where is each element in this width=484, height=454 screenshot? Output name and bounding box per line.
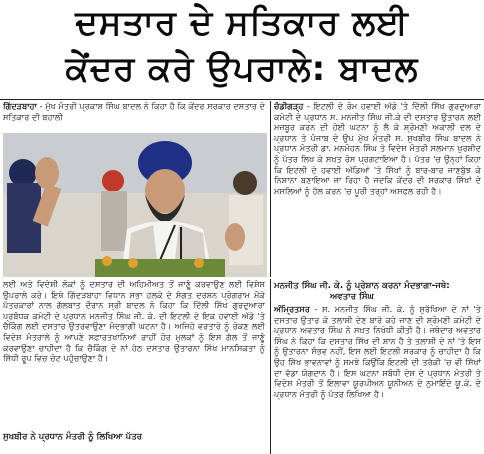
headline-rule	[0, 99, 484, 100]
right-article	[274, 101, 481, 277]
headline-line-1: ਦਸਤਾਰ ਦੇ ਸਤਿਕਾਰ ਲਈ	[75, 3, 409, 43]
left-article-dateline: ਗਿੱਦੜਬਾਹਾ	[3, 101, 37, 111]
bottom-right-body: - ਸ. ਮਨਜੀਤ ਸਿੰਘ ਜੀ. ਕੇ. ਨੂੰ ਸੁਰੱਖਿਆ ਦੇ ਨਾਂ 'ਤੇ ਦਸਤਾਰ ਉਤਾਰ ਕੇ ਤਲਾਸ਼ੀ ਦੇਣ ਬਾਰੇ ਕਹੇ ਜਾਣ ਦੀ ਸ਼੍ਰੋਮਣੀ ਕਮੇਟੀ ਦੇ ਪ੍ਰਧਾਨ ਅਵਤਾਰ ਸਿੰਘ ਨੇ ਸਖ਼ਤ ਨਿਖੇਧੀ ਕੀਤੀ ਹੈ। ਜਥੇਦਾਰ ਅਵਤਾਰ ਸਿੰਘ ਨੇ ਕਿਹਾ ਕਿ ਦਸਤਾਰ ਸਿੱਖ ਦੀ ਸ਼ਾਨ ਹੈ ਤੇ ਤਲਾਸ਼ੀ ਦੇ ਨਾਂ 'ਤੇ ਇਸ ਨੂੰ ਉਤਾਰਨਾ ਸੰਭਵ ਨਹੀਂ, ਇਸ ਲਈ ਇਟਲੀ ਸਰਕਾਰ ਨੂੰ ਚਾਹੀਦਾ ਹੈ ਕਿ ਉਹ ਸਿੱਖ ਭਾਵਨਾਵਾਂ ਨੂੰ ਸਮਝੇ ਕਿਉਂਕਿ ਇਟਲੀ ਦੀ ਤਰੱਕੀ 'ਚ ਵੀ ਸਿੱਖਾਂ ਦਾ ਵੱਡਾ ਯੋਗਦਾਨ ਹੈ। ਇਸ ਘਟਨਾ ਸਬੰਧੀ ਦੇਸ਼ ਦੇ ਪ੍ਰਧਾਨ ਮੰਤਰੀ ਤੇ ਵਿਦੇਸ਼ ਮੰਤਰੀ ਤੋਂ ਇਲਾਵਾ ਯੂਰਪੀਅਨ ਯੂਨੀਅਨ ਦੇ ਨੁਮਾਇੰਦੇ ਯੂ.ਕੇ. ਦੇ ਪ੍ਰਧਾਨ ਮੰਤਰੀ ਨੂੰ ਪੱਤਰ ਲਿਖਿਆ ਹੈ।	[274, 304, 481, 399]
photo-illustration	[3, 133, 267, 277]
right-article-body: - ਇਟਲੀ ਦੇ ਰੋਮ ਹਵਾਈ ਅੱਡੇ 'ਤੇ ਦਿੱਲੀ ਸਿੱਖ ਗੁਰਦੁਆਰਾ ਕਮੇਟੀ ਦੇ ਪ੍ਰਧਾਨ ਸ. ਮਨਜੀਤ ਸਿੰਘ ਜੀ.ਕੇ ਦੀ ਦਸਤਾਰ ਉਤਾਰਨ ਲਈ ਮਜਬੂਰ ਕਰਨ ਦੀ ਹੋਈ ਘਟਨਾ ਨੂੰ ਲੈ ਕੇ ਸ਼੍ਰੋਮਣੀ ਅਕਾਲੀ ਦਲ ਦੇ ਪ੍ਰਧਾਨ ਤੇ ਪੰਜਾਬ ਦੇ ਉਪ ਮੁੱਖ ਮੰਤਰੀ ਸ. ਸੁਖਬੀਰ ਸਿੰਘ ਬਾਦਲ ਨੇ ਪ੍ਰਧਾਨ ਮੰਤਰੀ ਡਾ. ਮਨਮੋਹਨ ਸਿੰਘ ਤੇ ਵਿਦੇਸ਼ ਮੰਤਰੀ ਸਲਮਾਨ ਖੁਰਸ਼ੀਦ ਨੂੰ ਪੱਤਰ ਲਿਖ ਕੇ ਸਖ਼ਤ ਰੋਸ ਪ੍ਰਗਟਾਇਆ ਹੈ। ਪੱਤਰ 'ਚ ਉਨ੍ਹਾਂ ਕਿਹਾ ਕਿ ਇਟਲੀ ਦੇ ਹਵਾਈ ਅੱਡਿਆਂ 'ਤੇ ਸਿੱਖਾਂ ਨੂੰ ਬਾਰ-ਬਾਰ ਜਾਣਬੁੱਝ ਕੇ ਨਿਸ਼ਾਨਾ ਬਣਾਇਆ ਜਾ ਰਿਹਾ ਹੈ ਜਦਕਿ ਕੇਂਦਰ ਦੀ ਸਰਕਾਰ ਸਿੱਖਾਂ ਦੇ ਮਸਲਿਆਂ ਨੂੰ ਹੱਲ ਕਰਨ 'ਚ ਪੂਰੀ ਤਰ੍ਹਾਂ ਅਸਫਲ ਰਹੀ ਹੈ।	[274, 101, 481, 196]
headline	[0, 0, 484, 96]
left-article-intro	[3, 101, 265, 131]
left-article-intro-text: - ਮੁੱਖ ਮੰਤਰੀ ਪ੍ਰਕਾਸ਼ ਸਿੰਘ ਬਾਦਲ ਨੇ ਕਿਹਾ ਹੈ ਕਿ ਕੇਂਦਰ ਸਰਕਾਰ ਦਸਤਾਰ ਦੇ ਸਤਿਕਾਰ ਦੀ ਬਹਾਲੀ	[3, 101, 265, 122]
bottom-right-article	[274, 304, 481, 452]
bottom-right-dateline: ਅੰਮ੍ਰਿਤਸਰ	[274, 304, 310, 314]
right-article-dateline: ਚੰਡੀਗੜ੍ਹ	[274, 101, 304, 111]
left-article-subhead: ਸੁਖਬੀਰ ਨੇ ਪ੍ਰਧਾਨ ਮੰਤਰੀ ਨੂੰ ਲਿਖਿਆ ਪੱਤਰ	[3, 432, 143, 442]
bottom-right-heading-1: ਮਨਜੀਤ ਸਿੰਘ ਜੀ. ਕੇ. ਨੂੰ ਪ੍ਰੇਸ਼ਾਨ ਕਰਨਾ ਮੰਦਭਾਗਾ-ਜਥੇ:	[274, 281, 450, 291]
bottom-right-heading-2: ਅਵਤਾਰ ਸਿੰਘ	[330, 292, 374, 302]
photo-sukhbir-badal	[3, 133, 267, 277]
column-divider	[270, 101, 271, 277]
left-article-body: ਲਈ ਅਤੇ ਵਿਦੇਸ਼ੀ ਲੋਕਾਂ ਨੂੰ ਦਸਤਾਰ ਦੀ ਅਹਿਮੀਅਤ ਤੋਂ ਜਾਣੂੰ ਕਰਵਾਉਣ ਲਈ ਵਿਸ਼ੇਸ਼ ਉਪਰਾਲੇ ਕਰੇ। ਇਥੇ ਗਿੱਦੜਬਾਹਾ ਵਿਧਾਨ ਸਭਾ ਹਲਕੇ ਦੇ ਸੰਗਤ ਦਰਸ਼ਨ ਪ੍ਰੋਗਰਾਮ ਮੌਕੇ ਪੱਤਰਕਾਰਾਂ ਨਾਲ ਗੱਲਬਾਤ ਦੌਰਾਨ ਸ੍ਰੀ ਬਾਦਲ ਨੇ ਕਿਹਾ ਕਿ ਦਿੱਲੀ ਸਿੱਖ ਗੁਰਦੁਆਰਾ ਪ੍ਰਬੰਧਕ ਕਮੇਟੀ ਦੇ ਪ੍ਰਧਾਨ ਮਨਜੀਤ ਸਿੰਘ ਜੀ. ਕੇ. ਦੀ ਇਟਲੀ ਦੇ ਇਕ ਹਵਾਈ ਅੱਡੇ 'ਤੇ ਚੈਕਿੰਗ ਲਈ ਦਸਤਾਰ ਉਤਰਵਾਉਣਾ ਮੰਦਭਾਗੀ ਘਟਨਾ ਹੈ। ਅਜਿਹੇ ਵਰਤਾਰੇ ਨੂੰ ਰੋਕਣ ਲਈ ਵਿਦੇਸ਼ ਮੰਤਰਾਲੇ ਨੂੰ ਆਪਣੇ ਸਫ਼ਾਰਤਖਾਨਿਆਂ ਰਾਹੀਂ ਹੋਰ ਮੁਲਕਾਂ ਨੂੰ ਇਸ ਗੱਲ ਤੋਂ ਜਾਣੂੰ ਕਰਵਾਉਣਾ ਚਾਹੀਦਾ ਹੈ ਕਿ ਚੈਕਿੰਗ ਦੇ ਨਾਂ ਹੇਠ ਦਸਤਾਰ ਉਤਾਰਨਾ ਸਿੱਖ ਮਾਨਸਿਕਤਾ ਨੂੰ ਸਿੱਧੀ ਰੂਪ ਵਿਚ ਚੋਟ ਪਹੁੰਚਾਉਣਾ ਹੈ।	[3, 279, 265, 364]
bottom-column-divider	[270, 279, 271, 454]
headline-line-2: ਕੇਂਦਰ ਕਰੇ ਉਪਰਾਲੇ: ਬਾਦਲ	[65, 49, 419, 89]
